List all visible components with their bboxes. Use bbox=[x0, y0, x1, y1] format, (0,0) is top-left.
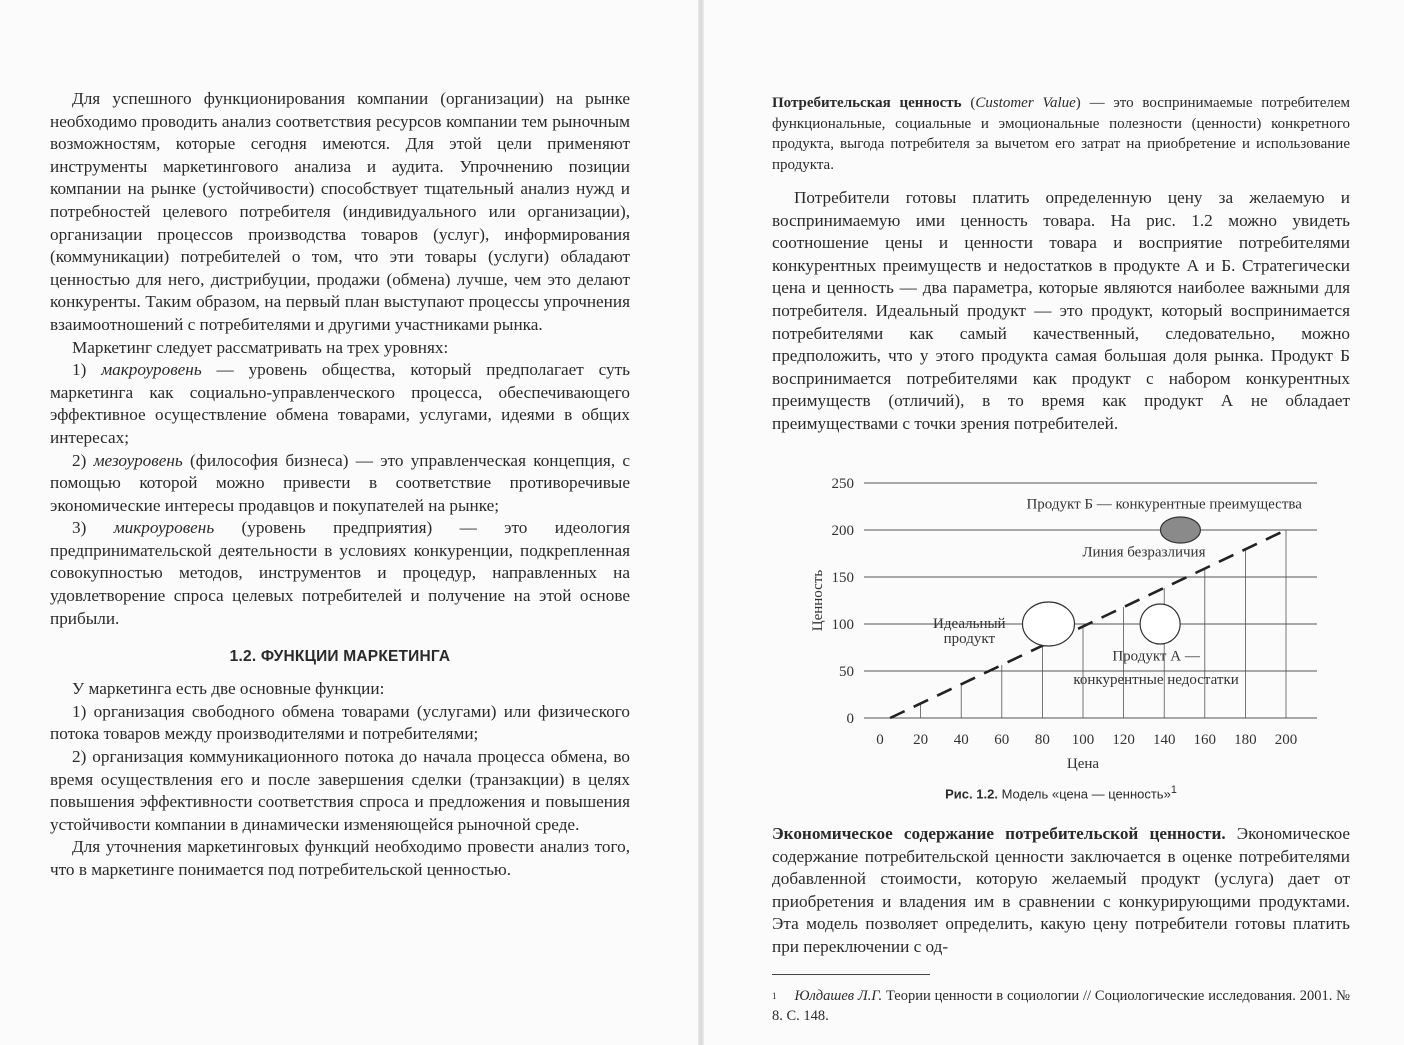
product-point-2 bbox=[1160, 517, 1200, 543]
left-page bbox=[0, 0, 700, 1045]
term-italic: микроуровень bbox=[113, 518, 215, 538]
x-tick-label: 80 bbox=[1034, 732, 1050, 748]
x-tick-label: 180 bbox=[1234, 732, 1257, 748]
list-item-function-2: 2) организация коммуникационного потока до начала процесса обмена, во время осуществления его и после завершения сделки (транзакции) в целях повышения эффективности соответствия спроса и предложения и повышения устойчивости компании в динамически изменяющейся рыночной среде. bbox=[50, 747, 630, 834]
definition-term: Потребительская ценность bbox=[772, 95, 962, 111]
paren: ( bbox=[961, 95, 976, 111]
left-text-column bbox=[50, 88, 630, 882]
list-number: 2) bbox=[72, 450, 87, 470]
paragraph: У маркетинга есть две основные функции: bbox=[72, 679, 385, 699]
footnote-rule bbox=[772, 974, 930, 975]
product-a-label: конкурентные недостатки bbox=[1073, 672, 1239, 689]
footnote bbox=[772, 986, 1350, 1026]
footnote-text: Теории ценности в социологии // Социологические исследования. 2001. № 8. С. 148. bbox=[772, 988, 1350, 1024]
y-tick-label: 200 bbox=[831, 523, 854, 539]
paragraph bbox=[772, 823, 1350, 959]
x-axis-title: Цена bbox=[1066, 756, 1100, 772]
run-in-heading: Экономическое содержание потребительской ценности. bbox=[772, 824, 1226, 843]
figure-number: Рис. 1.2. bbox=[945, 786, 998, 802]
section-heading: 1.2. ФУНКЦИИ МАРКЕТИНГА bbox=[229, 648, 451, 666]
list-item-micro bbox=[50, 517, 630, 630]
list-text: (философия бизнеса) — это управленческая концепция, с помощью которой можно привести в соответствие противоречивые экономические интересы продавцов и покупателей на рынке; bbox=[50, 450, 630, 515]
term-italic: макроуровень bbox=[101, 360, 202, 380]
y-tick-label: 50 bbox=[839, 664, 854, 680]
x-tick-label: 40 bbox=[953, 732, 969, 748]
footnote-author: Юлдашев Л.Г. bbox=[794, 988, 883, 1004]
paragraph: Для уточнения маркетинговых функций необходимо провести анализ того, что в маркетинге понимается под потребительской ценностью. bbox=[50, 837, 630, 879]
product-b-label: Продукт Б — конкурентные преимущества bbox=[1026, 496, 1302, 513]
footnote-ref: 1 bbox=[1170, 784, 1177, 796]
x-tick-label: 60 bbox=[994, 732, 1010, 748]
y-axis-title: Ценность bbox=[810, 569, 826, 632]
y-tick-label: 0 bbox=[846, 711, 854, 727]
paragraph-text: Экономическое содержание потребительской ценности заключается в оценке потребителями добавленной стоимости, которую желаемый продукт (услуга) дает от приобретения и владения им в сравнении с конкурирующими продуктами. Эта модель позволяет определить, какую цену потребители готовы платить при переключении с од- bbox=[772, 824, 1350, 956]
paragraph: Потребители готовы платить определенную цену за желаемую и воспринимаемую ими ценность товара. На рис. 1.2 можно увидеть соотношение цены и ценности товара и восприятие потребителями конкурентных преимуществ и недостатков в продукте А и Б. Стратегически цена и ценность — два параметра, которые являются наиболее важными для потребителя. Идеальный продукт — это продукт, который воспринимается потребителями как самый качественный, следовательно, можно предположить, что у этого продукта самая большая доля рынка. Продукт Б воспринимается потребителями как продукт с набором конкурентных преимуществ (отличий), в то время как продукт А не обладает преимуществами с точки зрения потребителей. bbox=[772, 188, 1350, 433]
x-tick-label: 200 bbox=[1274, 732, 1298, 748]
ideal-product-label: продукт bbox=[943, 630, 996, 647]
ideal-product-label: Идеальный bbox=[933, 615, 1006, 632]
x-tick-label: 140 bbox=[1152, 732, 1176, 748]
paragraph: Для успешного функционирования компании (организации) на рынке необходимо проводить анализ соответствия ресурсов компании тем рыночным возможностям, которые сегодня имеются. Для этой цели применяют инструменты маркетингового анализа и аудита. Упрочнению позиции компании на рынке (устойчивости) способствует тщательный анализ нужд и потребностей целевого потребителя (индивидуального или организации), организации процессов производства товаров (услуг), информирования (коммуникации) потребителей о том, что эти товары (услуги) обладают ценностью для него, дистрибуции, продажи (обмена) лучше, чем это делают конкуренты. Таким образом, на первый план выступают процессы упрочнения взаимоотношений с потребителями и другими участниками рынка. bbox=[50, 89, 630, 334]
price-value-chart bbox=[792, 465, 1352, 775]
definition-text: ) — это воспринимаемые потребителем функциональные, социальные и эмоциональные полезности (ценности) конкретного продукта, выгода потребителя за вычетом его затрат на приобретение и использование продукта. bbox=[772, 95, 1350, 173]
list-text: (уровень предприятия) — это идеология предпринимательской деятельности в условиях конкуренции, подкрепленная совокупностью методов, инструментов и процедур, направленных на удовлетворение спроса целевых потребителей и получение на этой основе прибыли. bbox=[50, 518, 631, 628]
indifference-line-label: Линия безразличия bbox=[1082, 544, 1206, 561]
list-text: — уровень общества, который предполагает суть маркетинга как социально-управленческого процесса, обеспечивающего эффективное осуществление обмена товарами, услугами, идеями в общих интересах; bbox=[50, 360, 630, 447]
caption-text: Модель «цена — ценность» bbox=[997, 786, 1171, 802]
x-tick-label: 20 bbox=[913, 732, 929, 748]
y-tick-label: 100 bbox=[831, 617, 854, 633]
definition-paragraph bbox=[772, 93, 1350, 175]
list-item-meso bbox=[50, 450, 630, 518]
x-tick-label: 0 bbox=[876, 732, 884, 748]
list-number: 1) bbox=[72, 360, 87, 380]
product-a-label: Продукт А — bbox=[1112, 648, 1200, 665]
figure-caption bbox=[772, 784, 1350, 801]
x-tick-label: 120 bbox=[1112, 732, 1135, 748]
chart-svg bbox=[792, 465, 1352, 775]
economic-content-block bbox=[772, 823, 1350, 959]
english-term: Customer Value bbox=[975, 95, 1076, 111]
product-point-0 bbox=[1022, 602, 1074, 646]
definition-block bbox=[772, 93, 1350, 175]
right-text-column bbox=[772, 187, 1350, 436]
list-item-macro bbox=[50, 359, 630, 449]
list-item-function-1: 1) организация свободного обмена товарами (услугами) или физического потока товаров между производителями и потребителями; bbox=[50, 701, 630, 744]
footnote-number: 1 bbox=[772, 991, 777, 1001]
list-number: 3) bbox=[72, 518, 87, 538]
term-italic: мезоуровень bbox=[93, 450, 183, 470]
product-point-1 bbox=[1140, 604, 1180, 644]
paragraph: Маркетинг следует рассматривать на трех уровнях: bbox=[72, 337, 449, 357]
y-tick-label: 150 bbox=[831, 570, 854, 586]
x-tick-label: 100 bbox=[1071, 732, 1095, 748]
right-page bbox=[702, 0, 1404, 1045]
y-tick-label: 250 bbox=[831, 476, 854, 492]
x-tick-label: 160 bbox=[1193, 732, 1217, 748]
